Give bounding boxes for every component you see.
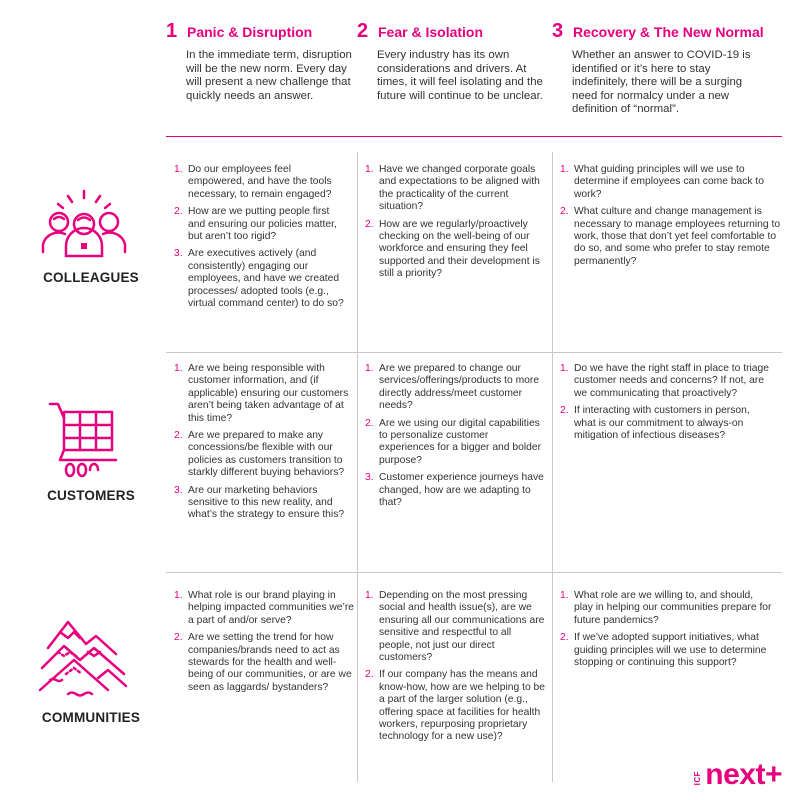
phase-2 [357, 20, 547, 103]
list-item: 2. Are we setting the trend for how companies/brands need to act as stewards for the health and well-being of our communities, or are we seen as laggards/ bystanders? [174, 632, 352, 693]
phase-1 [166, 20, 356, 103]
list-item: 2. If interacting with customers in person, what is our commitment to always-on mitigation of infectious diseases? [560, 405, 750, 442]
list-item: 2. Are we prepared to make any concessions/be flexible with our policies as customers transition to starkly different buying behaviors? [174, 430, 345, 479]
cell-colleagues-phase1 [174, 164, 348, 315]
list-item: 1. What role are we willing to, and should, play in helping our communities prepare for future pandemics? [560, 590, 772, 626]
phase-description: Every industry has its own considerations and drivers. At times, it will feel isolating and the future will continue to be unclear. [377, 49, 543, 102]
section-label-communities: COMMUNITIES [41, 710, 141, 725]
list-item: 1. What guiding principles will we use to determine if employees can come back to work? [560, 164, 765, 200]
row-divider [166, 352, 782, 353]
list-item: 3. Are executives actively (and consistently) engaging our employees, and have we created processes/ adopted tools (e.g., virtual command center) to do so? [174, 248, 344, 310]
list-item: 2. What culture and change management is necessary to manage employees returning to work, those that don’t yet feel comfortable to do so, and some who prefer to stay remote permanently? [560, 206, 781, 267]
cell-colleagues-phase3 [560, 164, 784, 273]
cell-communities-phase2 [365, 590, 547, 749]
list-item: 1. Do our employees feel empowered, and have the tools necessary, to remain engaged? [174, 164, 332, 200]
phase-number: 2 [357, 20, 369, 42]
cell-communities-phase3 [560, 590, 772, 674]
header-divider [166, 136, 782, 137]
shopping-cart-icon [48, 398, 120, 478]
section-label-customers: CUSTOMERS [47, 488, 135, 503]
colleagues-icon [38, 188, 130, 260]
brand-logo [693, 758, 782, 791]
cell-colleagues-phase2 [365, 164, 547, 286]
phase-title: Recovery & The New Normal [573, 24, 764, 40]
cell-customers-phase2 [365, 363, 545, 514]
list-item: 2. If we’ve adopted support initiatives, what guiding principles will we use to determine stopping or continuing this support? [560, 632, 767, 669]
list-item: 1. Depending on the most pressing social and health issue(s), are we ensuring all our communications are sensitive and respectful to all people, not just our direct customers? [365, 590, 545, 664]
list-item: 1. What role is our brand playing in helping impacted communities we’re a part of and/or serve? [174, 590, 354, 626]
list-item: 1. Are we being responsible with customer information, and (if applicable) ensuring our customers aren’t being taken advantage of at this time? [174, 363, 349, 424]
mountains-icon [38, 618, 130, 698]
phase-description: In the immediate term, disruption will be the new norm. Every day will present a new challenge that quickly needs an answer. [186, 49, 352, 102]
list-item: 2. How are we putting people first and ensuring our policies matter, but aren’t too rigid? [174, 206, 337, 243]
cell-customers-phase1 [174, 363, 350, 527]
column-divider [357, 152, 358, 782]
phase-3 [552, 20, 782, 117]
cell-communities-phase1 [174, 590, 354, 699]
phase-title: Panic & Disruption [187, 24, 313, 40]
list-item: 1. Do we have the right staff in place to triage customer needs and concerns? If not, are we communicating that proactively? [560, 363, 769, 399]
list-item: 3. Customer experience journeys have changed, how are we adapting to that? [365, 472, 544, 509]
phase-description: Whether an answer to COVID-19 is identified or it’s here to stay indefinitely, there will be a surging need for normalcy under a new definition of “normal”. [572, 49, 751, 115]
column-divider [552, 152, 553, 782]
list-item: 3. Are our marketing behaviors sensitive to this new reality, and what’s the strategy to ensure this? [174, 484, 345, 521]
phase-title: Fear & Isolation [378, 24, 484, 40]
list-item: 1. Have we changed corporate goals and expectations to be aligned with the practicality of the current situation? [365, 164, 540, 213]
brand-small-text: ICF [693, 770, 703, 785]
row-divider [166, 572, 782, 573]
brand-big-text: next+ [705, 758, 782, 791]
list-item: 2. Are we using our digital capabilities to personalize customer experiences for a bigger and bolder purpose? [365, 417, 541, 466]
cell-customers-phase3 [560, 363, 770, 447]
list-item: 2. If our company has the means and know-how, how are we helping to be a part of the larger solution (e.g., offering space at facilities for health workers, repurposing proprietary technology for a new use)? [365, 669, 545, 743]
list-item: 2. How are we regularly/proactively checking on the well-being of our workforce and ensuring they feel supported and their development is still a priority? [365, 218, 540, 280]
list-item: 1. Are we prepared to change our services/offerings/products to more directly address/meet customer needs? [365, 363, 540, 412]
phase-number: 3 [552, 20, 564, 42]
phase-number: 1 [166, 20, 178, 42]
section-label-colleagues: COLLEAGUES [43, 270, 139, 285]
